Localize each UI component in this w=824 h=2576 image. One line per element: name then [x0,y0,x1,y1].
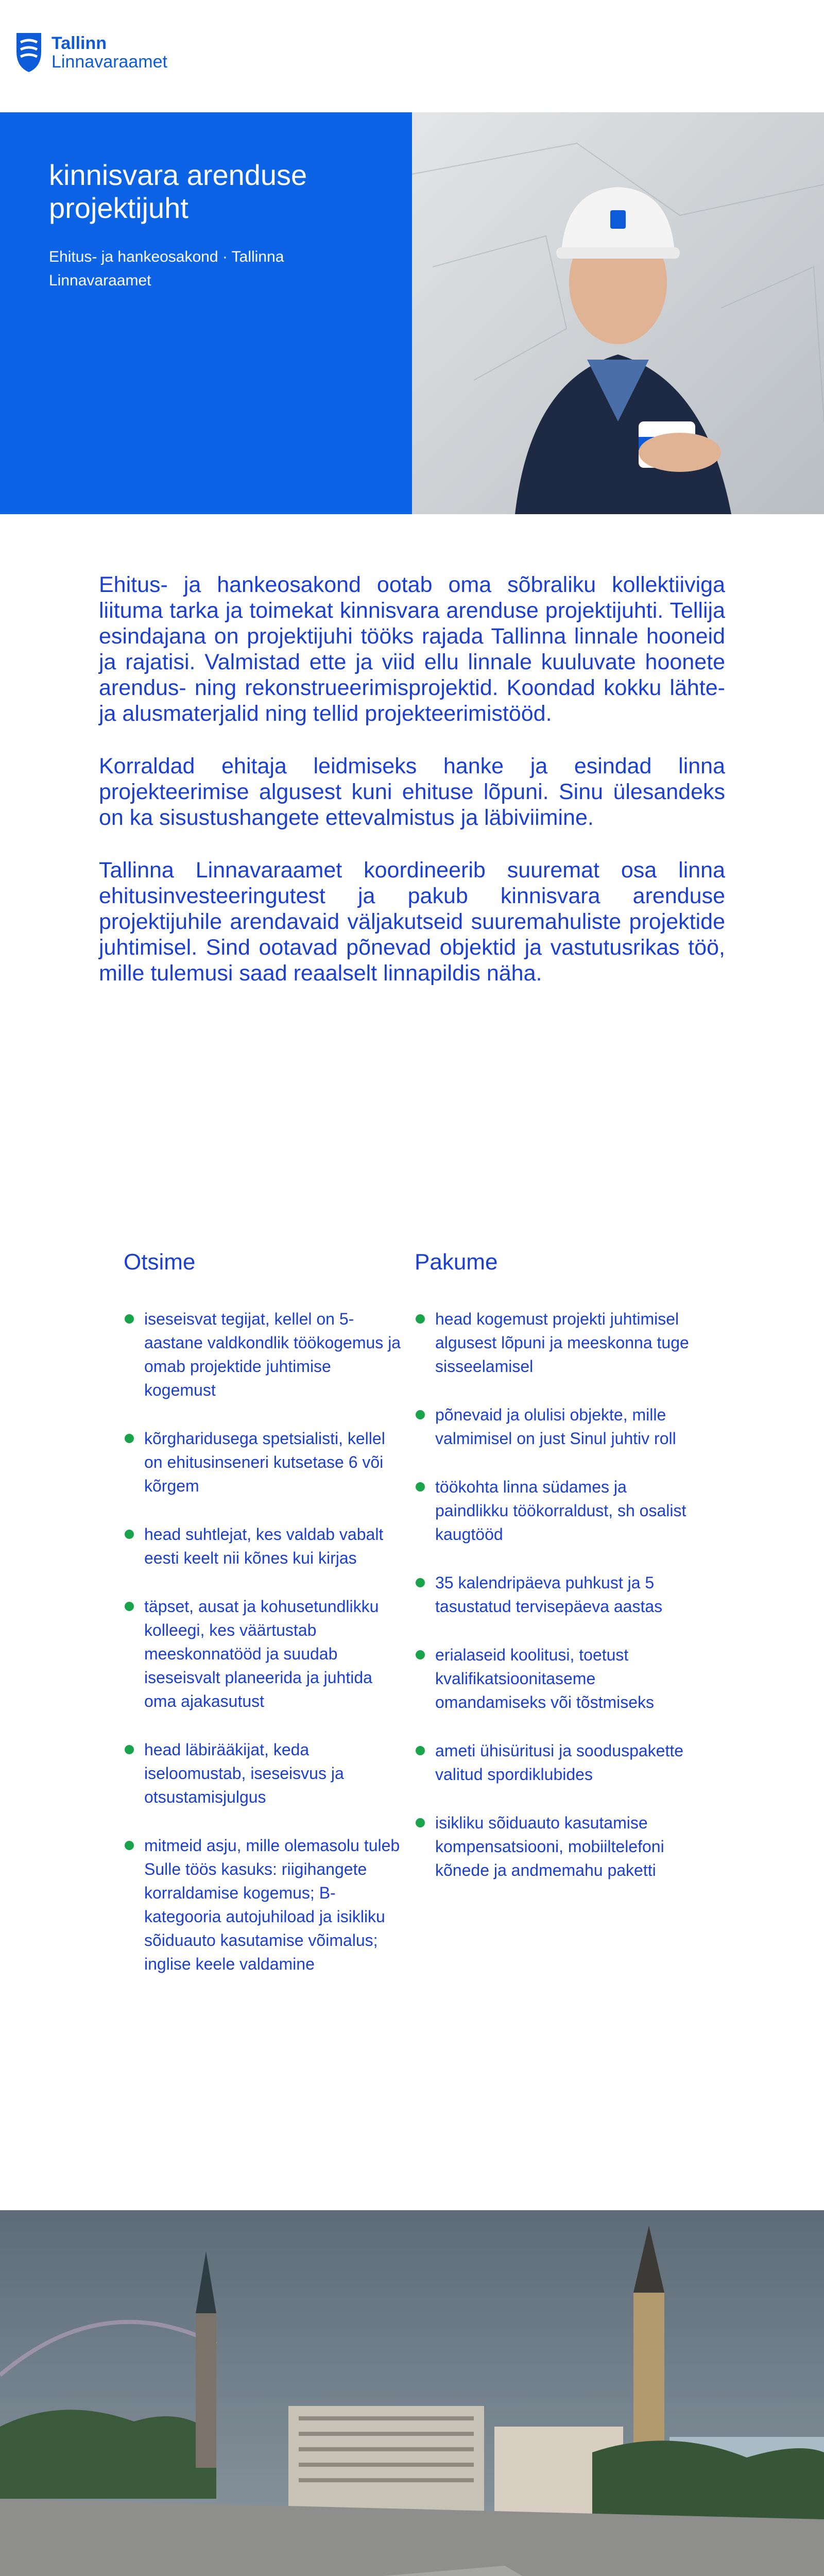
list-item: mitmeid asju, mille olemasolu tuleb Sulle töös kasuks: riigihangete korraldamise kogemus; B-kategooria autojuhiload ja isikliku sõiduauto kasutamise võimalus; inglise keele valdamine [124,1834,402,1976]
requirements-section [124,1249,402,2001]
portrait-photo [412,112,824,514]
list-item: täpset, ausat ja kohusetundlikku kolleegi, kes väärtustab meeskonnatööd ja suudab iseseisvalt planeerida ja juhtida oma ajakasutust [124,1595,402,1713]
list-item: head kogemust projekti juhtimisel algusest lõpuni ja meeskonna tuge sisseelamisel [415,1307,693,1378]
benefits-list [415,1307,693,1882]
hero-text-panel [0,112,412,514]
hero-banner [0,112,824,514]
list-item: isikliku sõiduauto kasutamise kompensatsiooni, mobiiltelefoni kõnede ja andmemahu paketti [415,1811,693,1882]
list-item: head suhtlejat, kes valdab vabalt eesti keelt nii kõnes kui kirjas [124,1522,402,1570]
list-item: erialaseid koolitusi, toetust kvalifikatsioonitaseme omandamiseks või tõstmiseks [415,1643,693,1714]
list-item: 35 kalendripäeva puhkust ja 5 tasustatud tervisepäeva aastas [415,1571,693,1618]
list-item: kõrgharidusega spetsialisti, kellel on ehitusinseneri kutsetase 6 või kõrgem [124,1427,402,1498]
description-paragraph: Ehitus- ja hankeosakond ootab oma sõbraliku kollektiiviga liituma tarka ja toimekat kinnisvara arenduse projektijuhti. Tellija esindajana on projektijuhi tööks rajada Tallinna linnale hooneid ja rajatisi. Valmistad ette ja viid ellu linnale kuuluvate hoonete arendus- ning rekonstrueerimisprojektid. Koondad kokku lähte- ja alusmaterjalid ning tellid projekteerimistööd. [99,572,725,726]
description-paragraph: Korraldad ehitaja leidmiseks hanke ja esindad linna projekteerimise algusest kuni ehituse lõpuni. Sinu ülesandeks on ka sisustushangete ettevalmistus ja läbiviimine. [99,754,725,830]
list-item: töökohta linna südames ja paindlikku töökorraldust, sh osalist kaugtööd [415,1475,693,1546]
benefits-heading: Pakume [415,1249,498,1275]
hero-photo [412,112,824,514]
job-subtitle: Ehitus- ja hankeosakond · Tallinna Linnavaraamet [49,248,284,289]
requirements-list [124,1307,402,1976]
list-item: head läbirääkijat, keda iseloomustab, iseseisvus ja otsustamisjulgus [124,1738,402,1809]
description-paragraph: Tallinna Linnavaraamet koordineerib suuremat osa linna ehitusinvesteeringutest ja pakub kinnisvara arenduse projektijuhile arendavaid väljakutseid suuremahuliste projektide juhtimisel. Sind ootavad põnevad objektid ja vastutusrikas töö, mille tulemusi saad reaalselt linnapildis näha. [99,858,725,986]
requirements-heading: Otsime [124,1249,196,1275]
city-photo [0,2210,824,2576]
benefits-section [415,1249,693,1907]
header [0,0,824,108]
brand-unit: Linnavaraamet [52,52,167,72]
list-item: iseseisvat tegijat, kellel on 5-aastane valdkondlik töökogemus ja omab projektide juhtimise kogemust [124,1307,402,1402]
tallinn-shield-icon [14,31,43,74]
list-item: põnevaid ja olulisi objekte, mille valmimisel on just Sinul juhtiv roll [415,1403,693,1450]
job-description [99,572,725,1013]
brand-name: Tallinn [52,33,107,53]
tallinn-logo[interactable] [14,31,167,74]
job-title: kinnisvara arenduse projektijuht [49,159,307,224]
list-item: ameti ühisüritusi ja sooduspakette valitud spordiklubides [415,1739,693,1786]
